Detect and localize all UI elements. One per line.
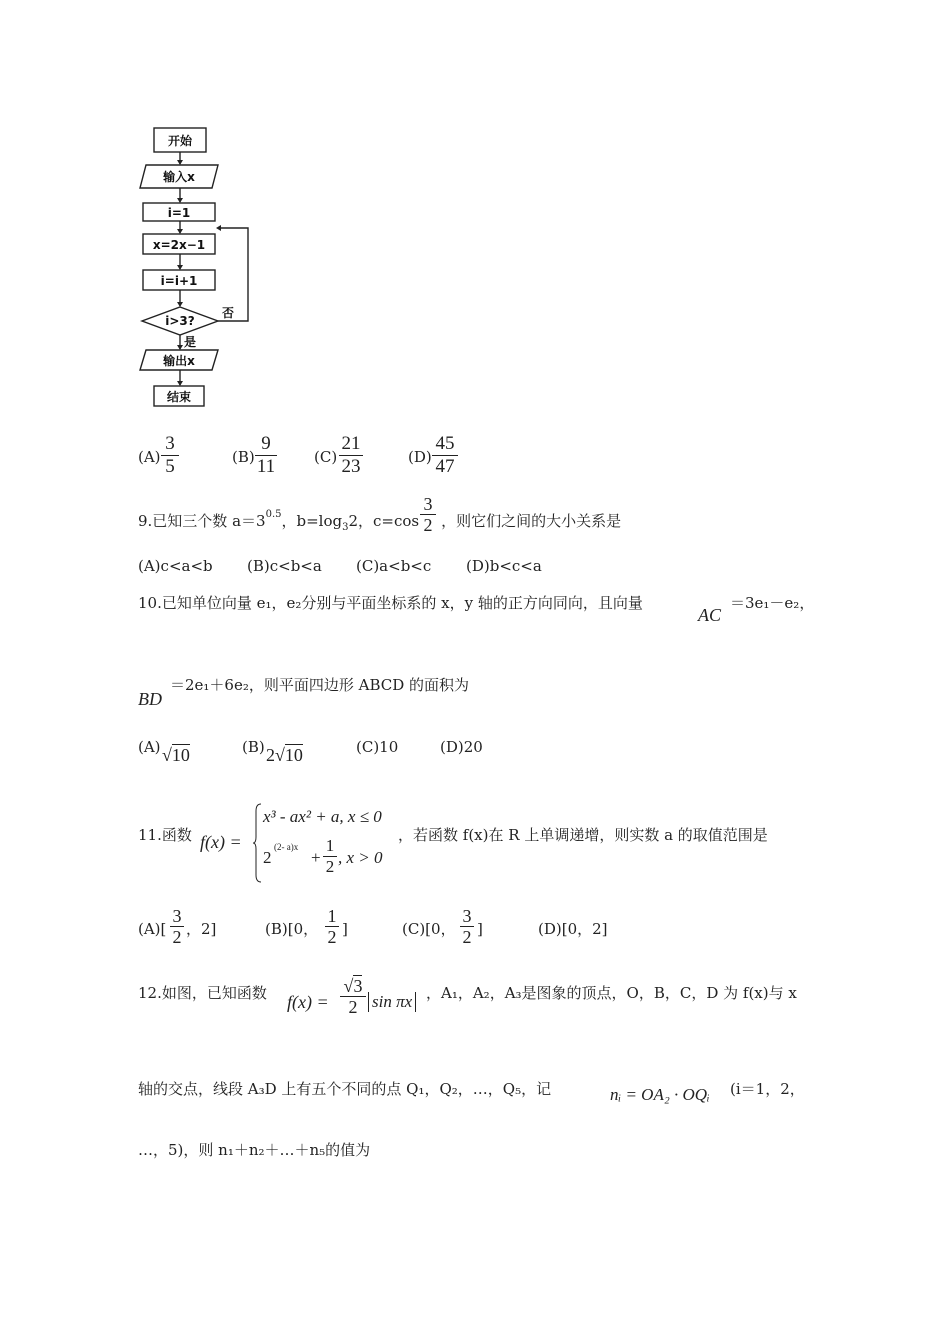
- q9-log-sub: 3: [342, 522, 349, 533]
- q12-prefix: 12.如图，已知函数: [138, 984, 267, 1002]
- q11-option-b-tail: ]: [342, 920, 348, 938]
- q11-option-c-num: 3: [462, 906, 472, 926]
- q9-option-d: (D)b<c<a: [466, 557, 542, 575]
- q12-suffix: ，A₁，A₂，A₃是图象的顶点，O，B，C，D 为 f(x)与 x: [426, 984, 797, 1002]
- flow-condition-label: i>3?: [165, 314, 195, 328]
- q8-option-d-label: (D): [408, 448, 432, 466]
- flow-input-label: 输入x: [163, 170, 195, 184]
- q8-option-a-num: 3: [165, 433, 175, 454]
- q9-option-b: (B)c<b<a: [247, 557, 322, 575]
- q10-option-a-label: (A): [138, 738, 161, 756]
- q11-case2-fraction: [323, 836, 337, 877]
- flow-output-label: 输出x: [163, 354, 195, 368]
- q10-option-b-label: (B): [242, 738, 265, 756]
- q9-stem-a: 9.已知三个数 a＝3: [138, 512, 266, 530]
- q11-prefix: 11.函数: [138, 826, 192, 844]
- q10-line1: 10.已知单位向量 e₁，e₂分别与平面坐标系的 x，y 轴的正方向同向，且向量: [138, 594, 643, 612]
- q8-option-b-num: 9: [261, 433, 271, 454]
- q12-sqrt: √3: [343, 976, 363, 996]
- q11-option-c-label: (C)[0，: [402, 920, 456, 938]
- q12-n-expr: nᵢ = OA₂ · OQᵢ: [610, 1085, 710, 1104]
- q9-frac-den: 2: [423, 515, 433, 535]
- q8-option-c-num: 21: [341, 433, 361, 454]
- q11-option-a-fraction: [170, 906, 184, 947]
- q11-case2-num: 1: [325, 836, 335, 855]
- q11-option-a-num: 3: [172, 906, 182, 926]
- flow-increment-label: i=i+1: [160, 274, 198, 288]
- q11-case2-tail: , x > 0: [338, 848, 383, 867]
- q9-option-a: (A)c<a<b: [138, 557, 213, 575]
- flow-yes-label: 是: [184, 335, 197, 349]
- flow-init-label: i=1: [167, 206, 191, 220]
- q8-option-c-den: 23: [341, 456, 361, 477]
- q11-option-a-den: 2: [172, 927, 182, 947]
- q11-fx: f(x) =: [200, 832, 242, 852]
- q11-option-a-label: (A)[: [138, 920, 167, 938]
- q11-suffix: ，若函数 f(x)在 R 上单调递增，则实数 a 的取值范围是: [398, 826, 768, 844]
- q9-exp: 0.5: [265, 509, 282, 520]
- q11-case2-plus: +: [311, 848, 321, 867]
- q12-line2: 轴的交点，线段 A₃D 上有五个不同的点 Q₁，Q₂，…，Q₅，记: [138, 1080, 552, 1098]
- q8-option-b-den: 11: [256, 456, 276, 477]
- flow-no-label: 否: [222, 306, 235, 320]
- q11-option-c-tail: ]: [477, 920, 483, 938]
- q8-option-d-num: 45: [435, 433, 455, 454]
- q11-case1: x³ - ax² + a, x ≤ 0: [263, 807, 382, 826]
- q8-option-a-fraction: [160, 433, 180, 478]
- q10-option-a-radicand: 10: [171, 745, 190, 765]
- q10-option-b-radicand: 10: [284, 745, 303, 765]
- q10-option-c: (C)10: [356, 738, 399, 756]
- flowchart: [130, 120, 280, 415]
- q10-option-b-coef: 2: [266, 745, 275, 765]
- q9-stem-b: ，b=log: [281, 512, 343, 530]
- flow-end-label: 结束: [166, 390, 192, 404]
- q9-frac-num: 3: [423, 494, 433, 514]
- flow-start-label: 开始: [167, 134, 193, 148]
- q11-option-b-den: 2: [327, 927, 337, 947]
- q10-vector-bd: BD: [138, 689, 162, 709]
- q11-brace: [252, 803, 262, 883]
- q9-cos-fraction: [420, 494, 436, 535]
- q10-vector-ac: AC: [698, 605, 722, 625]
- q9-option-c: (C)a<b<c: [356, 557, 432, 575]
- q11-option-b-label: (B)[0，: [265, 920, 319, 938]
- q8-option-a-label: (A): [138, 448, 161, 466]
- q10-line1-tail: ＝3e₁－e₂，: [730, 594, 815, 612]
- q8-option-c-fraction: [338, 433, 364, 478]
- q8-option-d-den: 47: [435, 456, 455, 477]
- q12-line2-tail: (i＝1，2，: [730, 1080, 805, 1098]
- q12-fx: f(x) =: [287, 992, 329, 1012]
- q9-stem: [138, 508, 621, 538]
- q9-stem-c: 2，c=cos: [348, 512, 420, 530]
- q11-case2-base: 2: [263, 848, 272, 867]
- q11-option-d: (D)[0，2]: [538, 920, 608, 938]
- q10-option-b-sqrt: 2√10: [266, 745, 303, 765]
- q12-fraction: [340, 976, 366, 1017]
- flow-assign-label: x=2x−1: [152, 238, 206, 252]
- q11-option-b-num: 1: [327, 906, 337, 926]
- q12-den: 2: [348, 997, 358, 1017]
- q8-option-b-fraction: [254, 433, 278, 478]
- q11-option-c-den: 2: [462, 927, 472, 947]
- q8-option-d-fraction: [431, 433, 459, 478]
- q12-sqrt-radicand: 3: [353, 976, 363, 996]
- q11-option-c-fraction: [460, 906, 474, 947]
- q10-line2: ＝2e₁＋6e₂，则平面四边形 ABCD 的面积为: [170, 676, 470, 694]
- q8-option-b-label: (B): [232, 448, 255, 466]
- q11-option-b-fraction: [325, 906, 339, 947]
- q11-case2-den: 2: [325, 857, 335, 876]
- q12-abs-sin: sin πx: [368, 992, 416, 1012]
- q10-option-a-sqrt: √10: [162, 745, 190, 765]
- q11-option-a-tail: ，2]: [186, 920, 217, 938]
- q11-case2-exp: (2- a)x: [274, 842, 299, 852]
- q8-option-a-den: 5: [165, 456, 175, 477]
- q12-line3: …，5)，则 n₁＋n₂＋…＋n₅的值为: [138, 1141, 371, 1159]
- q10-option-d: (D)20: [440, 738, 483, 756]
- q8-option-c-label: (C): [314, 448, 338, 466]
- q9-stem-d: ，则它们之间的大小关系是: [441, 512, 622, 530]
